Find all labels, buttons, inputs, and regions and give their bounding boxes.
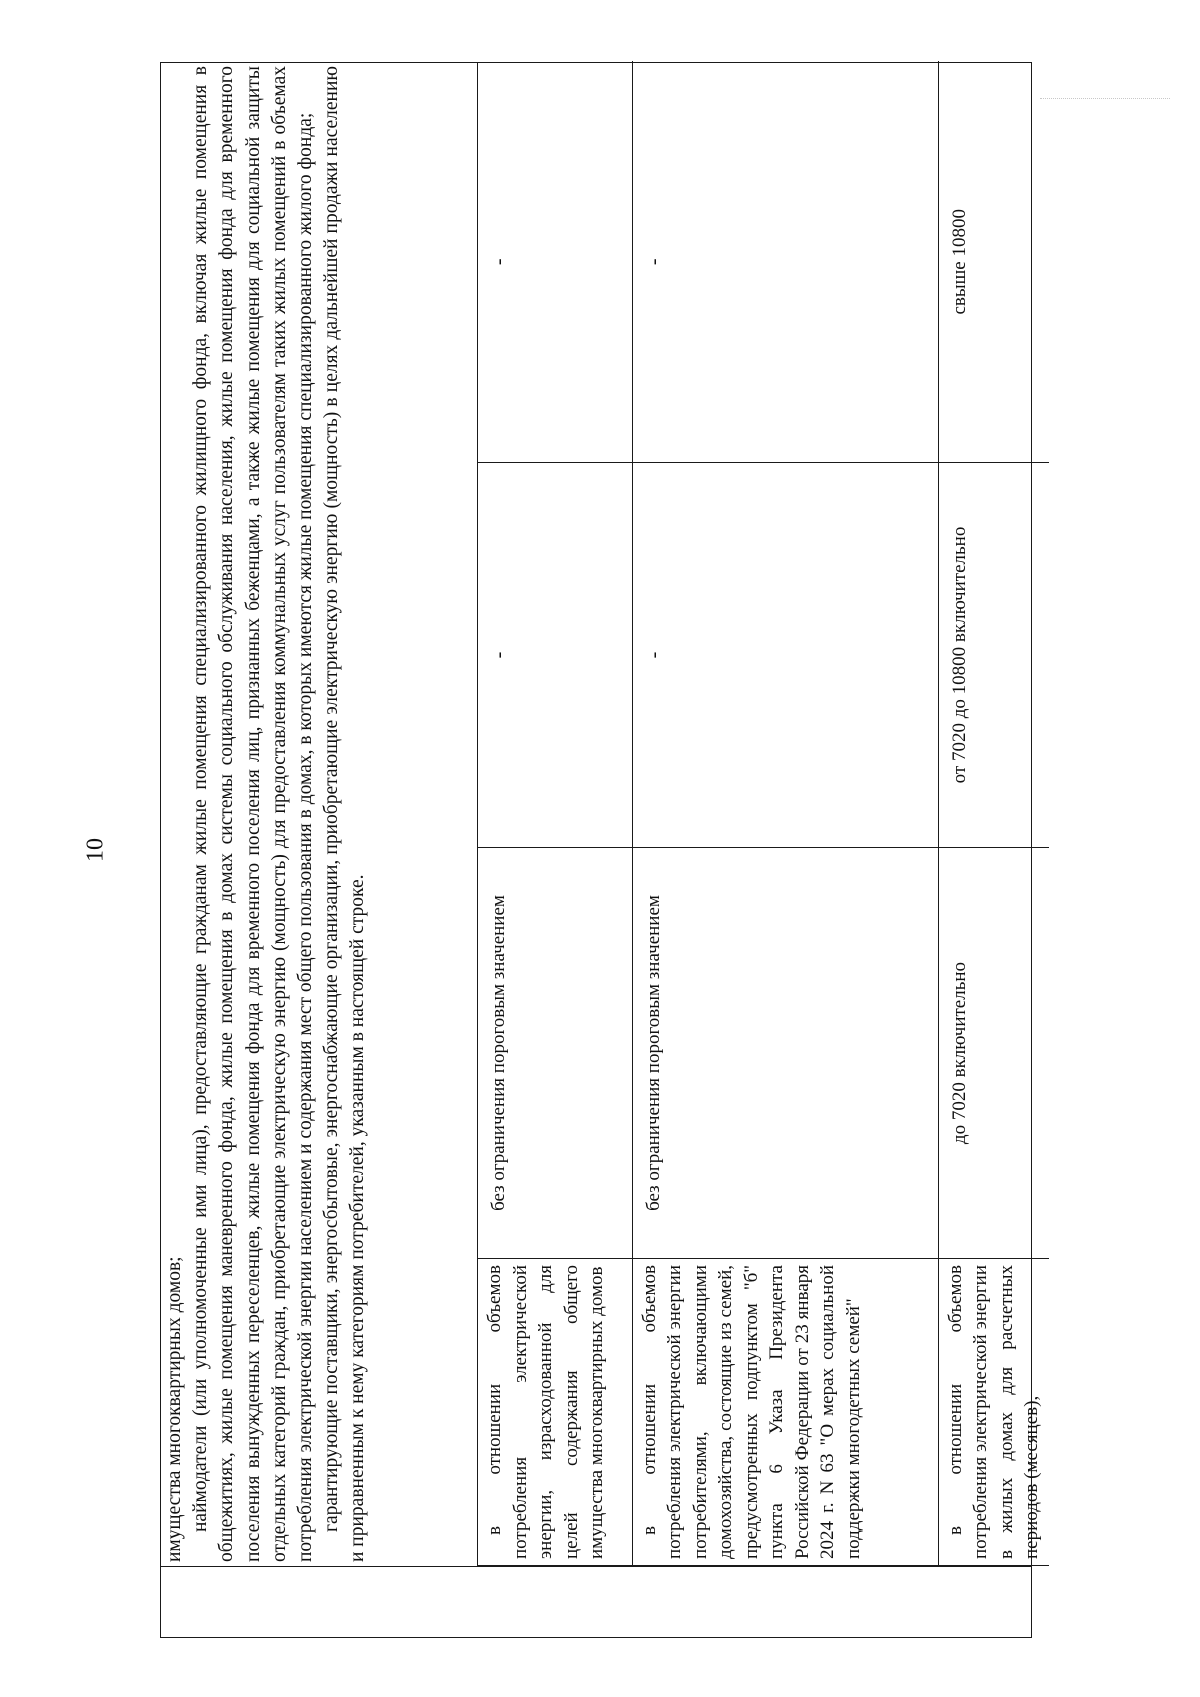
main-area — [160, 62, 1042, 1566]
row-description: в отношении объемов потребления электрической энергии потребителями, включающими домохозяйства, состоящие из семей, предусмотренных подпунктом "б" пункта 6 Указа Президента Российской Федерации от 23 января 2024 г. N 63 "О мерах социальной поддержки многодетных семей" — [632, 1259, 938, 1566]
threshold-cell-3: - — [632, 62, 938, 463]
left-column-strip — [160, 1566, 1032, 1638]
threshold-cell-3: свыше 10800 — [938, 62, 1049, 463]
threshold-cell-2: от 7020 до 10800 включительно — [938, 463, 1049, 848]
threshold-cell-2: - — [632, 463, 938, 848]
threshold-cell-1: без ограничения пороговым значением — [478, 848, 632, 1259]
table-row — [478, 62, 632, 1566]
scan-artifact-dots — [1040, 98, 1170, 99]
row-description: в отношении объемов потребления электрической энергии в жилых домах для расчетных периодов (месяцев), — [938, 1259, 1049, 1566]
paragraph-suppliers: гарантирующие поставщики, энергосбытовые, энергоснабжающие организации, приобретающие электрическую энергию (мощность) в целях дальнейшей продажи населению и приравненным к нему категориям потребителей, указанным в настоящей строке. — [321, 66, 369, 1562]
table-row — [938, 62, 1049, 1566]
rotated-page-content — [160, 62, 1042, 1638]
paragraph-landlords: наймодатели (или уполномоченные ими лица), предоставляющие гражданам жилые помещения специализированного жилищного фонда, включая жилые помещения в общежитиях, жилые помещения маневренного фонда, жилые помещения в домах системы социального обслуживания населения, жилые помещения фонда для временного поселения вынужденных переселенцев, жилые помещения фонда для временного поселения лиц, признанных беженцами, а также жилые помещения для социальной защиты отдельных категорий граждан, приобретающие электрическую энергию (мощность) для предоставления коммунальных услуг пользователям таких жилых помещений в объемах потребления электрической энергии населением и содержания мест общего пользования в домах, в которых имеются жилые помещения специализированного жилого фонда; — [190, 66, 317, 1562]
paragraph-continuation: имущества многоквартирных домов; — [164, 1256, 185, 1562]
category-text-block — [160, 62, 478, 1566]
row-description: в отношении объемов потребления электрической энергии, израсходованной для целей содержания общего имущества многоквартирных домов — [478, 1259, 632, 1566]
table-row — [632, 62, 938, 1566]
threshold-cell-3: - — [478, 62, 632, 463]
threshold-cell-1: до 7020 включительно — [938, 848, 1049, 1259]
threshold-cell-1: без ограничения пороговым значением — [632, 848, 938, 1259]
consumption-threshold-table — [478, 62, 1049, 1567]
page-number-text: 10 — [82, 838, 109, 862]
threshold-cell-2: - — [478, 463, 632, 848]
